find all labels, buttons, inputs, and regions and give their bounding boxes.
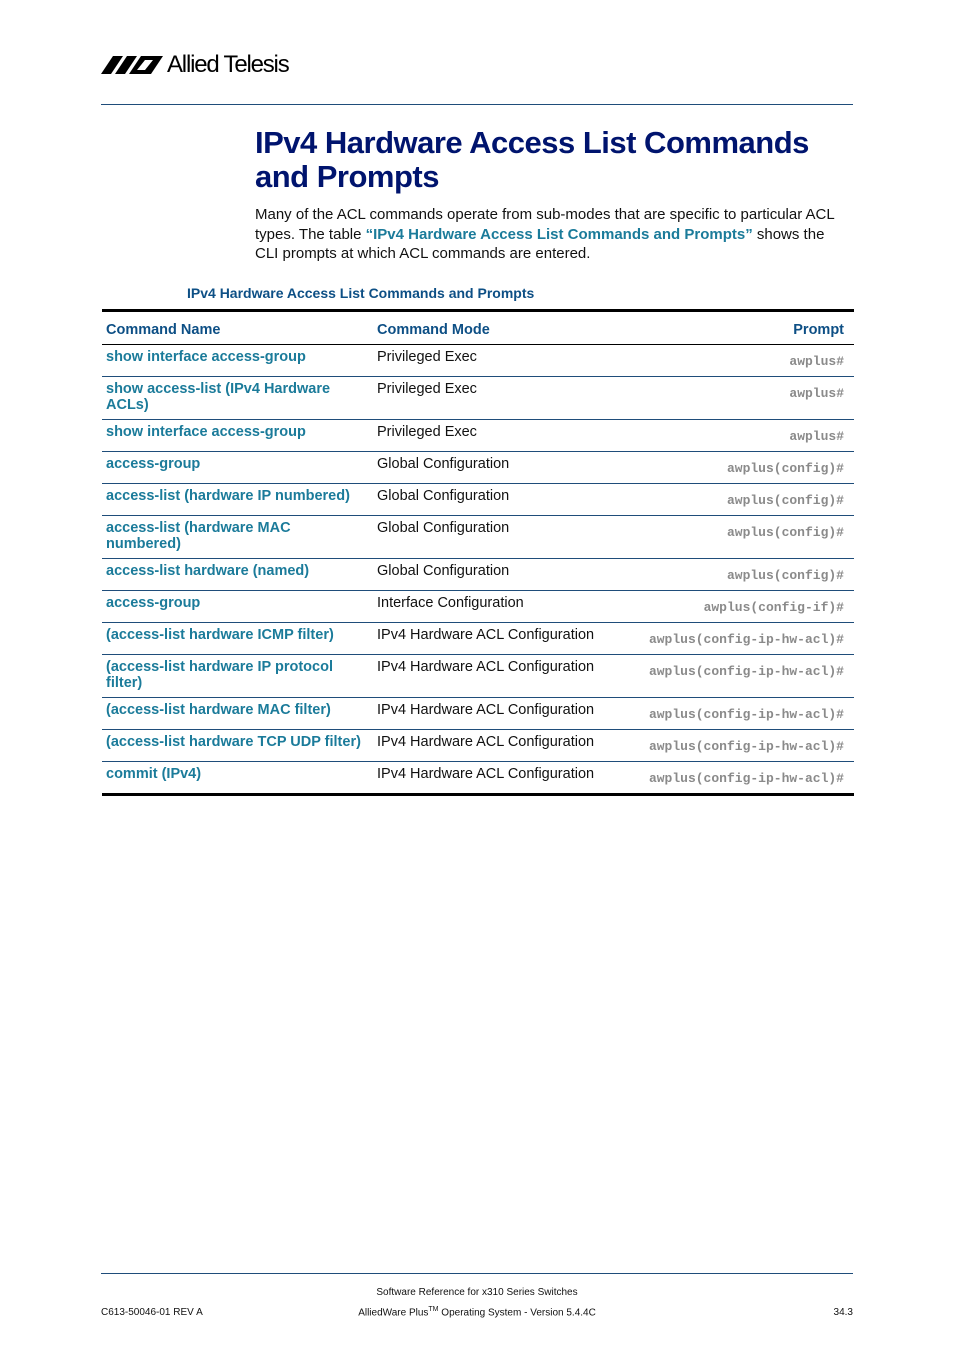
cli-prompt: awplus(config-ip-hw-acl)#	[623, 655, 854, 698]
command-mode: Global Configuration	[373, 484, 623, 516]
cli-prompt: awplus#	[623, 345, 854, 377]
command-link[interactable]: commit (IPv4)	[106, 766, 202, 782]
command-link[interactable]: (access-list hardware MAC filter)	[102, 698, 373, 730]
cli-prompt: awplus#	[623, 377, 854, 420]
command-link[interactable]: access-list hardware (named)	[102, 559, 373, 591]
cli-prompt: awplus(config-ip-hw-acl)#	[648, 771, 844, 786]
footer-page-number: 34.3	[833, 1307, 853, 1318]
cli-prompt: awplus(config-ip-hw-acl)#	[623, 623, 854, 655]
allied-telesis-logo-icon	[101, 55, 163, 75]
trademark-mark: TM	[428, 1306, 439, 1313]
table-row	[102, 377, 854, 420]
header-rule	[101, 104, 853, 105]
command-mode: Privileged Exec	[373, 420, 623, 452]
cli-prompt: awplus(config)#	[623, 559, 854, 591]
table-cross-reference-link[interactable]: “IPv4 Hardware Access List Commands and Prompts”	[365, 225, 753, 243]
command-link[interactable]: access-list (hardware MAC numbered)	[102, 516, 373, 559]
table-row	[102, 655, 854, 698]
intro-paragraph	[255, 205, 845, 264]
command-link[interactable]: access-group	[102, 591, 373, 623]
command-link[interactable]: show interface access-group	[102, 345, 373, 377]
page-title: IPv4 Hardware Access List Commands and Prompts	[255, 125, 809, 194]
cli-prompt: awplus(config-if)#	[623, 591, 854, 623]
command-mode: IPv4 Hardware ACL Configuration	[373, 730, 623, 762]
intro-text-before: Many of the ACL commands operate from sub-modes that are specific to particular ACL types. The table	[255, 206, 835, 243]
footer-rule	[101, 1273, 853, 1274]
table-row	[102, 484, 854, 516]
table-row	[102, 591, 854, 623]
cli-prompt: awplus(config)#	[623, 452, 854, 484]
command-mode: Global Configuration	[373, 559, 623, 591]
command-mode: Global Configuration	[373, 452, 623, 484]
command-link[interactable]: (access-list hardware ICMP filter)	[102, 623, 373, 655]
command-mode: IPv4 Hardware ACL Configuration	[373, 698, 623, 730]
footer-doc-title: Software Reference for x310 Series Switches	[376, 1287, 578, 1298]
command-mode: Global Configuration	[373, 516, 623, 559]
table-row	[102, 452, 854, 484]
table-row	[102, 420, 854, 452]
footer-document-id: C613-50046-01 REV A	[101, 1307, 203, 1318]
cli-prompt: awplus(config)#	[623, 516, 854, 559]
command-link[interactable]: (access-list hardware TCP UDP filter)	[102, 730, 373, 762]
intro-text-after: shows the CLI prompts at which ACL commands are entered.	[255, 225, 825, 263]
table-header-row	[102, 311, 854, 345]
table-row	[102, 698, 854, 730]
command-mode: Privileged Exec	[373, 345, 623, 377]
command-link[interactable]: access-list (hardware IP numbered)	[102, 484, 373, 516]
command-link[interactable]: (access-list hardware IP protocol filter)	[102, 655, 373, 698]
header-command-mode: Command Mode	[373, 311, 623, 345]
command-mode: IPv4 Hardware ACL Configuration	[377, 766, 595, 782]
brand-wordmark: Allied Telesis	[167, 51, 289, 78]
command-link[interactable]: access-group	[102, 452, 373, 484]
cli-prompt: awplus(config-ip-hw-acl)#	[623, 698, 854, 730]
footer-os-version-text: Operating System - Version 5.4.4C	[438, 1307, 596, 1319]
commands-table	[102, 309, 854, 796]
table-row	[102, 559, 854, 591]
command-link[interactable]: show interface access-group	[102, 420, 373, 452]
command-link[interactable]: show access-list (IPv4 Hardware ACLs)	[102, 377, 373, 420]
cli-prompt: awplus#	[623, 420, 854, 452]
table-row	[102, 730, 854, 762]
brand-logo	[101, 52, 289, 78]
table-row	[102, 516, 854, 559]
command-mode: Privileged Exec	[373, 377, 623, 420]
table-row	[102, 623, 854, 655]
header-command-name: Command Name	[102, 311, 373, 345]
footer-os-name: AlliedWare Plus	[358, 1307, 429, 1319]
table-row	[102, 762, 854, 795]
command-mode: IPv4 Hardware ACL Configuration	[373, 623, 623, 655]
table-caption: IPv4 Hardware Access List Commands and Prompts	[187, 285, 535, 301]
cli-prompt: awplus(config)#	[623, 484, 854, 516]
command-mode: Interface Configuration	[373, 591, 623, 623]
table-row	[102, 345, 854, 377]
header-prompt: Prompt	[623, 311, 854, 345]
cli-prompt: awplus(config-ip-hw-acl)#	[623, 730, 854, 762]
command-mode: IPv4 Hardware ACL Configuration	[373, 655, 623, 698]
